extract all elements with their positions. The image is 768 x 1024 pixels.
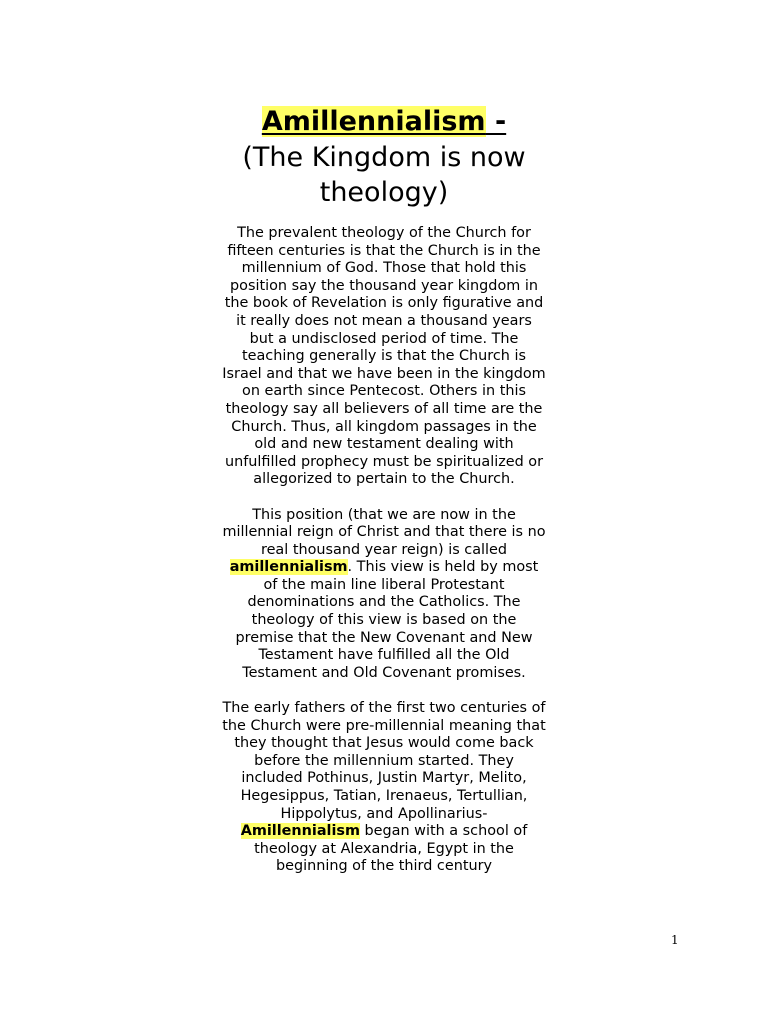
paragraph-2	[222, 507, 546, 683]
paragraph-3-highlight: Amillennialism	[240, 823, 360, 840]
title-underlined	[262, 106, 506, 137]
paragraph-2-before: This position (that we are now in the millennial reign of Christ and that there is no real thousand year reign) is called	[222, 506, 546, 558]
title-dash: -	[485, 106, 507, 137]
paragraph-1: The prevalent theology of the Church for fifteen centuries is that the Church is in the millennium of God. Those that hold this position say the thousand year kingdom in the book of Revelation is only figurative and it really does not mean a thousand years but a undisclosed period of time. The teaching generally is that the Church is Israel and that we have been in the kingdom on earth since Pentecost. Others in this theology say all believers of all time are the Church. Thus, all kingdom passages in the old and new testament dealing with unfulfilled prophecy must be spiritualized or allegorized to pertain to the Church.	[222, 225, 546, 488]
document-subtitle: (The Kingdom is now theology)	[242, 142, 526, 208]
paragraph-2-highlight: amillennialism	[229, 559, 348, 576]
title-highlighted-word: Amillennialism	[261, 106, 486, 137]
paragraph-3	[222, 700, 546, 876]
paragraph-3-before: The early fathers of the first two centuries of the Church were pre-millennial meaning that they thought that Jesus would come back before the millennium started. They included Pothinus, Justin Martyr, Melito, Hegesippus, Tatian, Irenaeus, Tertullian, Hippolytus, and Apollinarius-	[222, 700, 546, 822]
paragraph-2-after: . This view is held by most of the main line liberal Protestant denominations and the Catholics. The theology of this view is based on the premise that the New Covenant and New Testament have fulfilled all the Old Testament and Old Covenant promises.	[235, 559, 539, 681]
text-column	[222, 103, 546, 894]
page-number: 1	[671, 933, 679, 947]
document-title	[222, 103, 546, 140]
paragraph-3-after: began with a school of theology at Alexandria, Egypt in the beginning of the third century	[254, 823, 528, 875]
